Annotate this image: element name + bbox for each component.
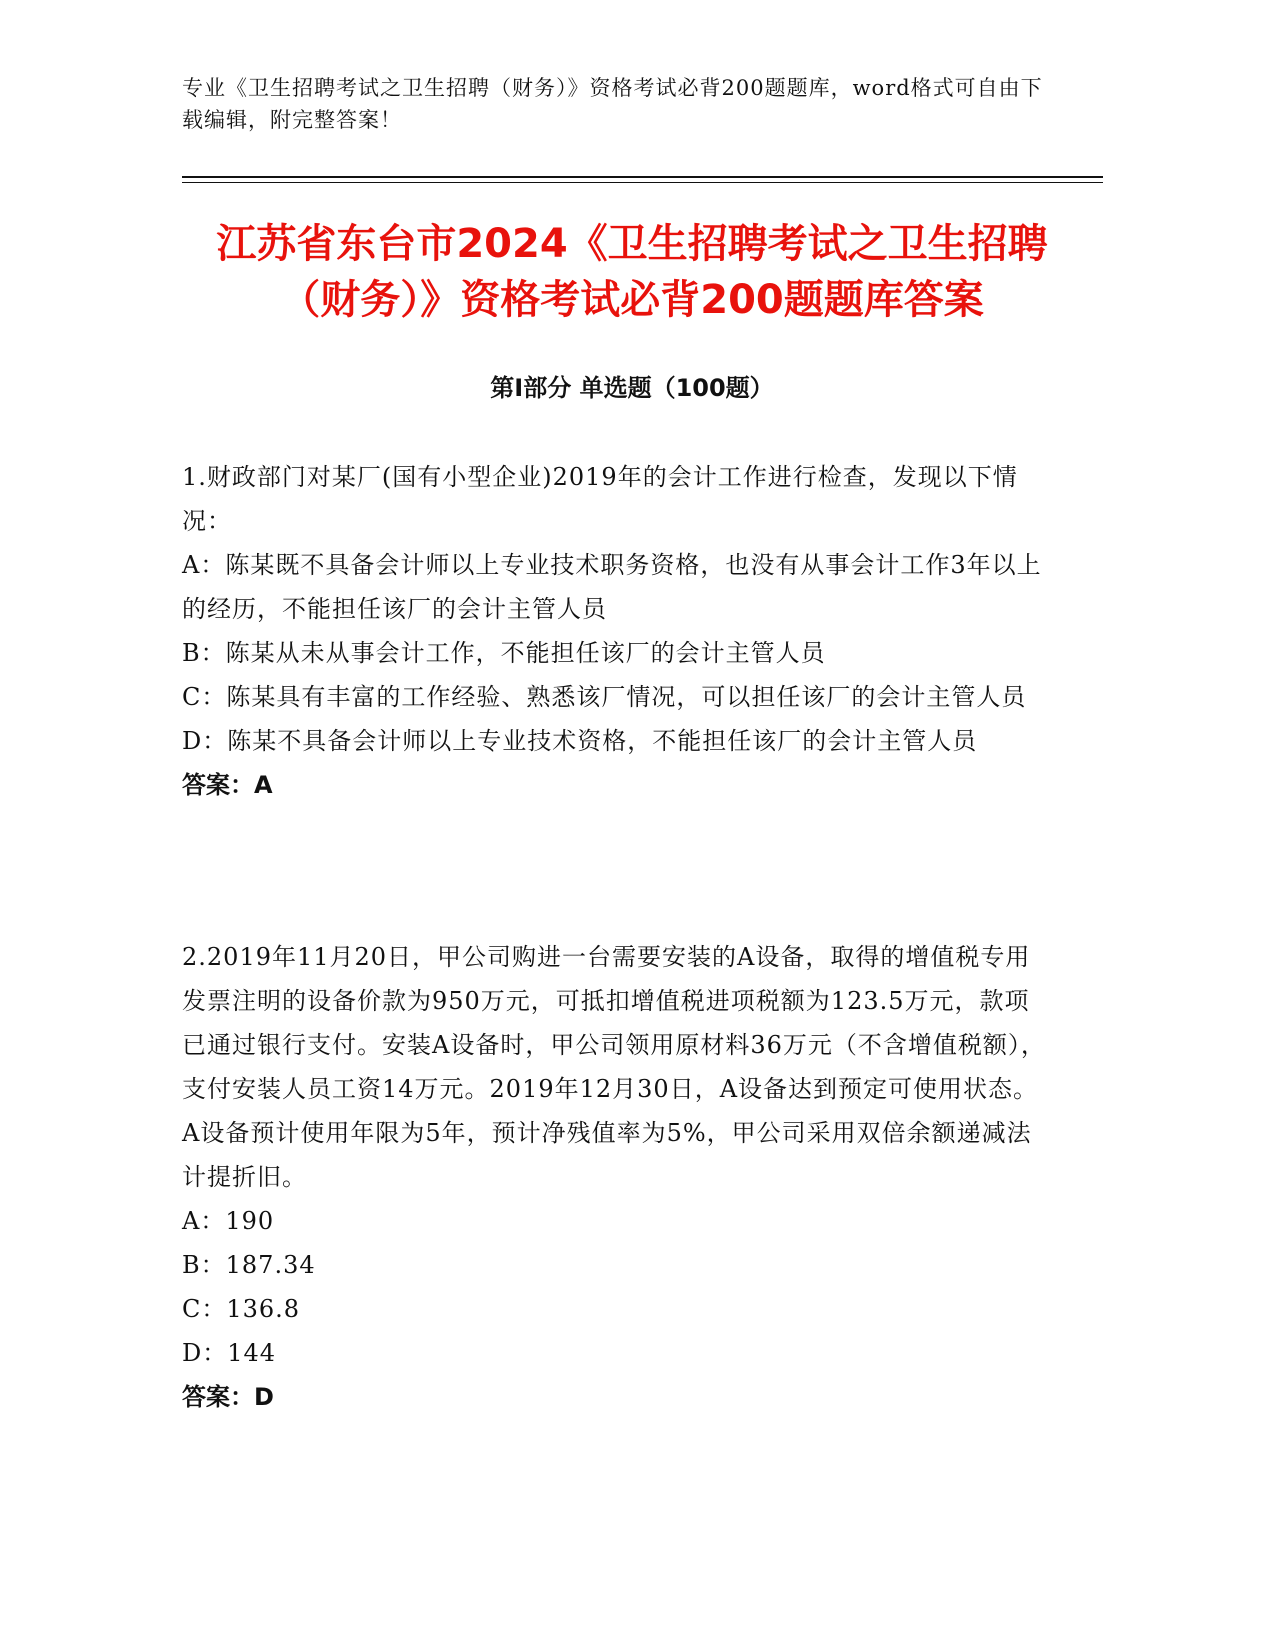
option-a: A：190: [182, 1207, 275, 1235]
section-title: 第Ⅰ部分 单选题（100题）: [490, 374, 774, 402]
question-stem: 1.财政部门对某厂(国有小型企业)2019年的会计工作进行检查，发现以下情况：: [182, 463, 1018, 535]
option-c: C：136.8: [182, 1295, 301, 1323]
document-title: 江苏省东台市2024《卫生招聘考试之卫生招聘（财务）》资格考试必背200题题库答案: [216, 221, 1048, 323]
header-divider-thin: [182, 182, 1103, 183]
question-1: [182, 455, 1052, 807]
question-2: [182, 935, 1052, 1419]
header-divider-thick: [182, 176, 1103, 178]
answer: 答案：A: [182, 771, 273, 799]
option-d: D：144: [182, 1339, 277, 1367]
answer: 答案：D: [182, 1383, 274, 1411]
option-b: B：187.34: [182, 1251, 316, 1279]
header-note: 专业《卫生招聘考试之卫生招聘（财务）》资格考试必背200题题库，word格式可自由下载编辑，附完整答案！: [182, 76, 1043, 132]
option-b: B：陈某从未从事会计工作，不能担任该厂的会计主管人员: [182, 639, 826, 667]
option-c: C：陈某具有丰富的工作经验、熟悉该厂情况，可以担任该厂的会计主管人员: [182, 683, 1027, 711]
question-stem: 2.2019年11月20日，甲公司购进一台需要安装的A设备，取得的增值税专用发票注明的设备价款为950万元，可抵扣增值税进项税额为123.5万元，款项已通过银行支付。安装A设备时，甲公司领用原材料36万元（不含增值税额），支付安装人员工资14万元。2019年12月30日，A设备达到预定可使用状态。A设备预计使用年限为5年，预计净残值率为5%，甲公司采用双倍余额递减法计提折旧。: [182, 943, 1046, 1191]
option-a: A：陈某既不具备会计师以上专业技术职务资格，也没有从事会计工作3年以上的经历，不能担任该厂的会计主管人员: [182, 551, 1042, 623]
option-d: D：陈某不具备会计师以上专业技术资格，不能担任该厂的会计主管人员: [182, 727, 978, 755]
